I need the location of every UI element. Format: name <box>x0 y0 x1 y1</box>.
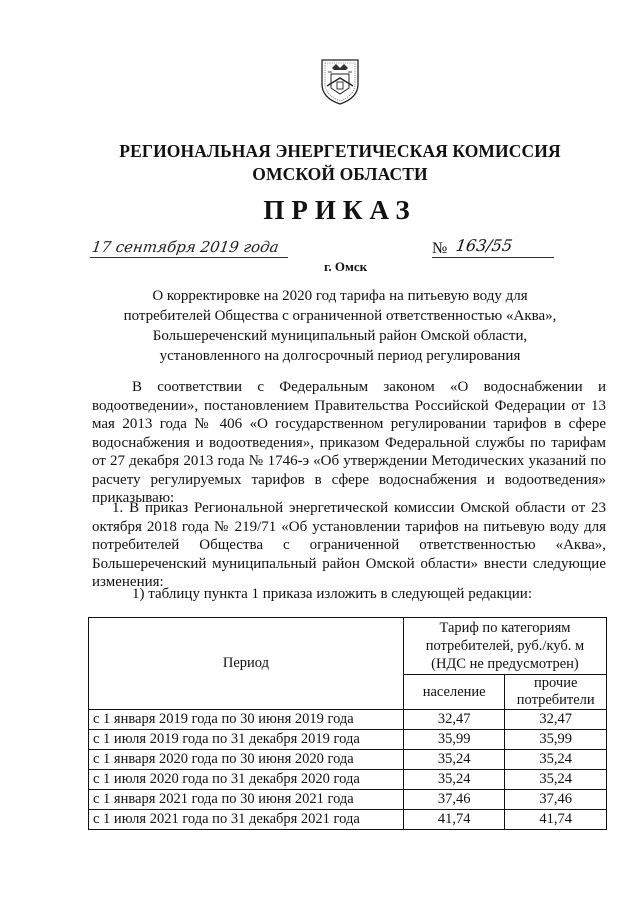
table-row <box>89 810 607 830</box>
subject-line: потребителей Общества с ограниченной ответственностью «Аква», <box>123 308 557 324</box>
table-cell-other: 35,24 <box>505 750 607 770</box>
table-cell-period: с 1 июля 2020 года по 31 декабря 2020 года <box>89 770 404 790</box>
table-cell-period: с 1 января 2021 года по 30 июня 2021 года <box>89 790 404 810</box>
number-underline <box>432 257 554 258</box>
table-cell-other: 35,99 <box>505 730 607 750</box>
preamble-paragraph: В соответствии с Федеральным законом «О водоснабжении и водоотведении», постановлением Правительства Российской Федерации от 13 мая 2013 года № 406 «О государственном регулировании тарифов в сфере водоснабжения и водоотведения», приказом Федеральной службы по тарифам от 27 декабря 2013 года № 1746-э «Об утверждении Методических указаний по расчету регулируемых тарифов в сфере водоснабжения и водоотведения» приказываю: <box>92 379 606 506</box>
table-cell-population: 35,99 <box>403 730 505 750</box>
table-row <box>89 770 607 790</box>
clause-1-paragraph: 1. В приказ Региональной энергетической комиссии Омской области от 23 октября 2018 года № 219/71 «Об установлении тарифов на питьевую воду для потребителей Общества с ограниченной ответственностью «Аква», Большереченский муниципальный район Омской области» внести следующие изменения: <box>92 500 606 590</box>
handwritten-date: 17 сентября 2019 года <box>90 238 280 256</box>
table-header-population: население <box>403 675 505 710</box>
table-cell-other: 35,24 <box>505 770 607 790</box>
subject-line: Большереченский муниципальный район Омской области, <box>152 328 528 344</box>
table-cell-population: 35,24 <box>403 750 505 770</box>
coat-of-arms-icon <box>318 56 362 106</box>
tariff-table <box>88 617 607 830</box>
table-cell-population: 32,47 <box>403 710 505 730</box>
date-underline <box>90 257 288 258</box>
number-sign: № <box>432 240 448 257</box>
table-cell-population: 41,74 <box>403 810 505 830</box>
table-cell-period: с 1 июля 2021 года по 31 декабря 2021 года <box>89 810 404 830</box>
table-cell-population: 37,46 <box>403 790 505 810</box>
handwritten-number: 163/55 <box>454 236 514 255</box>
table-row <box>89 730 607 750</box>
table-row <box>89 750 607 770</box>
organization-name-line2: ОМСКОЙ ОБЛАСТИ <box>252 164 428 184</box>
table-cell-other: 37,46 <box>505 790 607 810</box>
table-cell-period: с 1 июля 2019 года по 31 декабря 2019 года <box>89 730 404 750</box>
subclause-1-paragraph: 1) таблицу пункта 1 приказа изложить в следующей редакции: <box>132 586 532 602</box>
table-header-period: Период <box>89 618 404 710</box>
table-cell-period: с 1 января 2020 года по 30 июня 2020 года <box>89 750 404 770</box>
subject-line: О корректировке на 2020 год тарифа на питьевую воду для <box>152 288 528 304</box>
order-subject <box>60 286 620 366</box>
city-label: г. Омск <box>324 259 368 274</box>
table-cell-population: 35,24 <box>403 770 505 790</box>
table-cell-period: с 1 января 2019 года по 30 июня 2019 года <box>89 710 404 730</box>
table-row <box>89 790 607 810</box>
table-cell-other: 41,74 <box>505 810 607 830</box>
organization-name-line1: РЕГИОНАЛЬНАЯ ЭНЕРГЕТИЧЕСКАЯ КОМИССИЯ <box>119 141 561 161</box>
table-cell-other: 32,47 <box>505 710 607 730</box>
subject-line: установленного на долгосрочный период регулирования <box>159 348 521 364</box>
table-row <box>89 710 607 730</box>
table-header-other: прочие потребители <box>505 675 607 710</box>
document-type-title: ПРИКАЗ <box>263 195 417 225</box>
table-header-tariff: Тариф по категориям потребителей, руб./куб. м (НДС не предусмотрен) <box>403 618 606 675</box>
